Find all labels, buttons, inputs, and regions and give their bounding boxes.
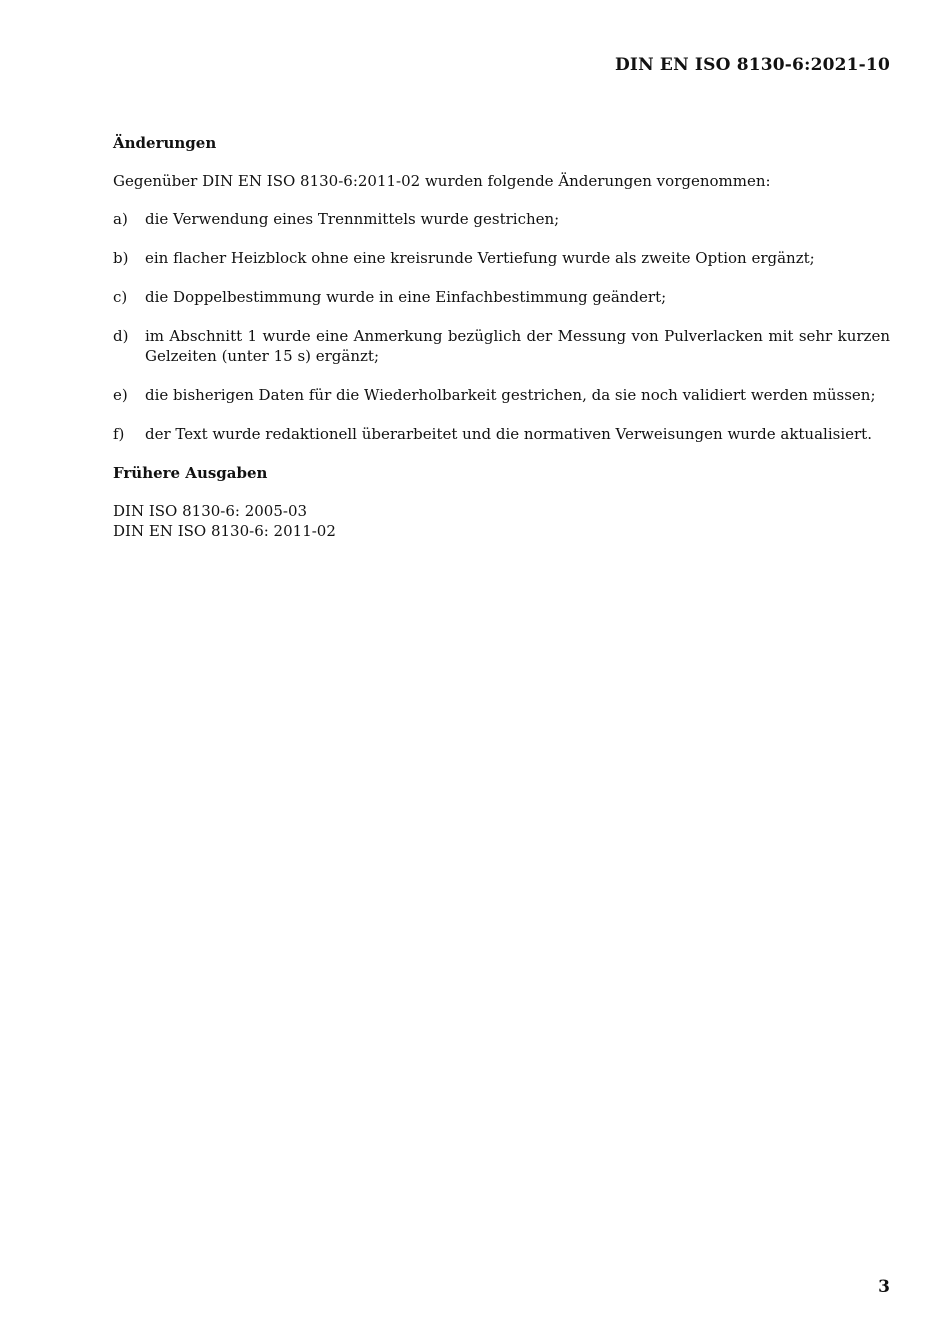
changes-list <box>113 209 890 444</box>
list-item-text: die bisherigen Daten für die Wiederholbarkeit gestrichen, da sie noch validiert werden müssen; <box>145 386 876 404</box>
list-item-text: der Text wurde redaktionell überarbeitet und die normativen Verweisungen wurde aktualisiert. <box>145 425 872 443</box>
list-item-marker: e) <box>113 386 128 404</box>
list-item-text: die Doppelbestimmung wurde in eine Einfachbestimmung geändert; <box>145 288 667 306</box>
previous-editions-heading: Frühere Ausgaben <box>113 464 268 482</box>
list-item <box>113 248 890 268</box>
list-item <box>113 287 890 307</box>
list-item-text: die Verwendung eines Trennmittels wurde gestrichen; <box>145 210 560 228</box>
list-item-marker: d) <box>113 327 129 345</box>
list-item-marker: b) <box>113 249 129 267</box>
list-item <box>113 424 890 444</box>
edition-line: DIN ISO 8130-6: 2005-03 <box>113 502 308 520</box>
list-item <box>113 209 890 229</box>
list-item <box>113 385 890 405</box>
document-id-header: DIN EN ISO 8130-6:2021-10 <box>614 55 890 75</box>
list-item <box>113 326 890 366</box>
page-number: 3 <box>878 1277 890 1297</box>
list-item-marker: f) <box>113 425 125 443</box>
page-content <box>113 133 890 541</box>
list-item-text: im Abschnitt 1 wurde eine Anmerkung bezüglich der Messung von Pulverlacken mit sehr kurzen Gelzeiten (unter 15 s) ergänzt; <box>145 327 890 365</box>
edition-line: DIN EN ISO 8130-6: 2011-02 <box>113 522 336 540</box>
list-item-marker: c) <box>113 288 128 306</box>
list-item-text: ein flacher Heizblock ohne eine kreisrunde Vertiefung wurde als zweite Option ergänzt; <box>145 249 815 267</box>
changes-intro: Gegenüber DIN EN ISO 8130-6:2011-02 wurden folgende Änderungen vorgenommen: <box>113 172 771 190</box>
list-item-marker: a) <box>113 210 128 228</box>
changes-heading: Änderungen <box>113 134 217 152</box>
previous-editions-list <box>113 501 890 541</box>
